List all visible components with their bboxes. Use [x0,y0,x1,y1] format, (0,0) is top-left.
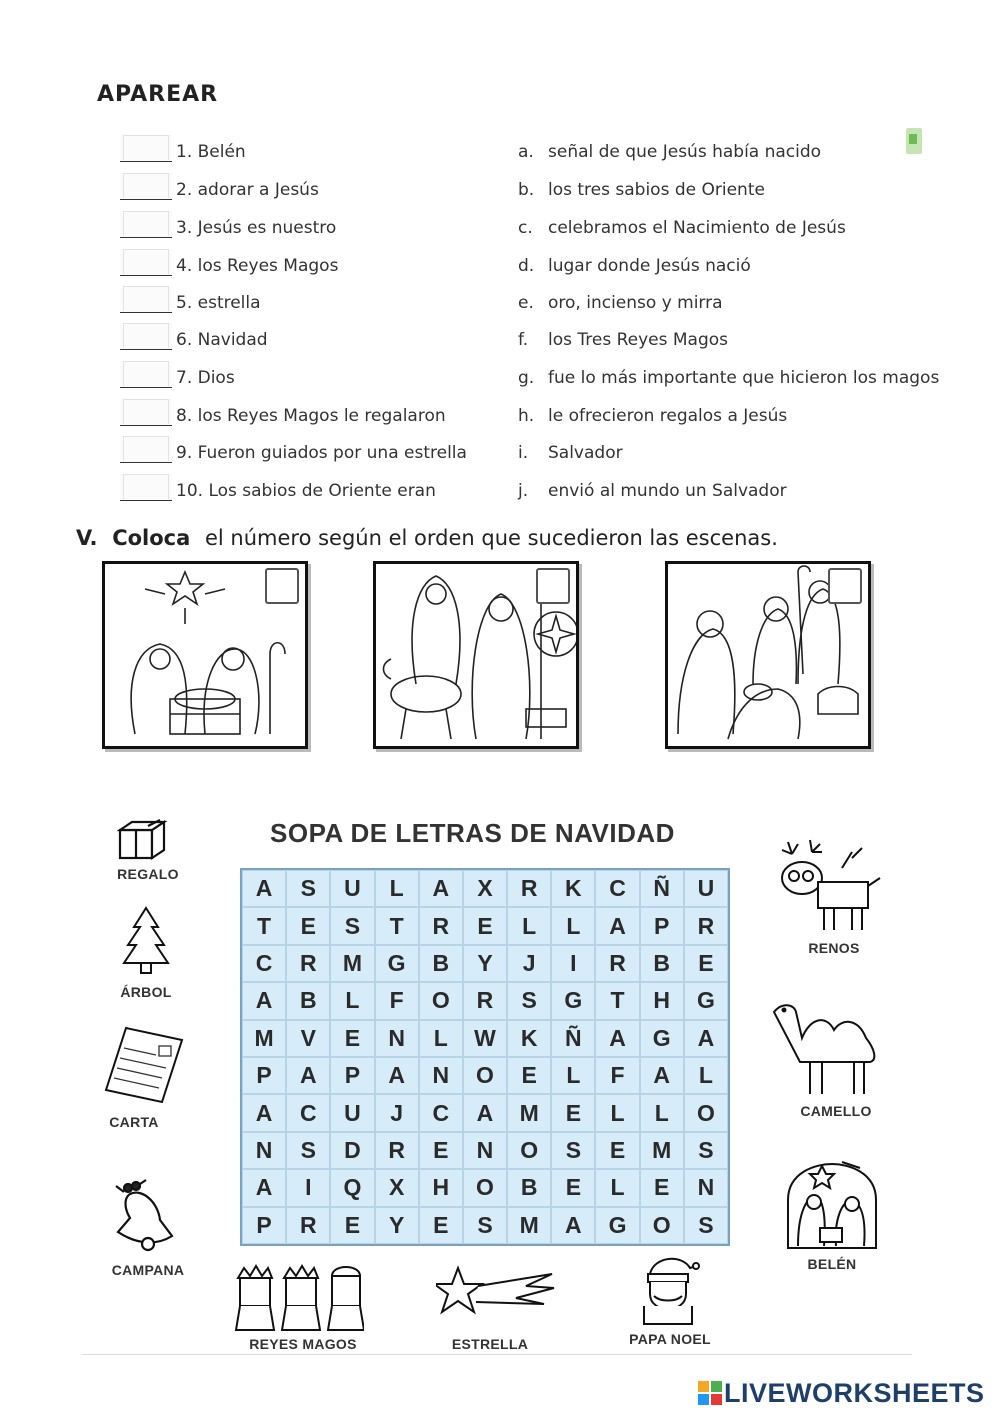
word-search-cell[interactable]: P [330,1057,374,1094]
match-left-item [120,322,268,350]
word-search-cell[interactable]: Ñ [640,870,684,907]
match-right-text: celebramos el Nacimiento de Jesús [548,218,846,238]
word-search-cell[interactable]: M [507,1094,551,1131]
match-right-text: señal de que Jesús había nacido [548,142,822,162]
match-left-item [120,172,319,200]
word-search-cell[interactable]: E [330,1020,374,1057]
match-left-item [120,435,467,463]
match-left-item [120,398,446,426]
match-right-letter: c. [518,218,533,238]
word-search-cell[interactable]: G [375,945,419,982]
word-search-cell[interactable]: F [375,982,419,1019]
match-right-letter: d. [518,256,535,276]
word-search-cell[interactable]: O [419,982,463,1019]
word-search-cell[interactable]: Q [330,1169,374,1206]
word-search-cell[interactable]: R [463,982,507,1019]
word-search-cell[interactable]: A [595,1020,639,1057]
label-reyes-magos: REYES MAGOS [249,1336,357,1352]
match-left-text: 9. Fueron guiados por una estrella [176,443,467,463]
word-search-cell[interactable]: E [419,1132,463,1169]
match-left-text: 7. Dios [176,368,235,388]
word-search-cell[interactable]: G [595,1207,639,1244]
word-search-cell[interactable]: E [551,1094,595,1131]
answer-blank-input[interactable] [120,361,172,388]
scene-order-input[interactable] [265,568,299,604]
scene-nativity-image [102,561,308,749]
match-right-letter: i. [518,443,529,463]
answer-blank-input[interactable] [120,474,172,501]
word-search-cell[interactable]: R [419,907,463,944]
match-left-item [120,248,338,276]
word-search-cell[interactable]: X [463,870,507,907]
match-right-item [518,322,728,350]
word-search-cell[interactable]: Y [375,1207,419,1244]
match-right-letter: b. [518,180,535,200]
match-left-text: 1. Belén [176,142,246,162]
word-search-cell[interactable]: N [375,1020,419,1057]
word-search-cell[interactable]: L [375,870,419,907]
match-right-item [518,473,787,501]
answer-blank-input[interactable] [120,135,172,162]
answer-blank-input[interactable] [120,249,172,276]
word-search-cell[interactable]: C [286,1094,330,1131]
scene-journey-image [373,561,579,749]
word-search-cell[interactable]: X [375,1169,419,1206]
word-search-cell[interactable]: N [463,1132,507,1169]
match-right-text: Salvador [548,443,623,463]
santa-icon [640,1254,700,1326]
match-left-text: 3. Jesús es nuestro [176,218,337,238]
scene-order-input[interactable] [536,568,570,604]
word-search-cell[interactable]: S [330,907,374,944]
shooting-star-icon [436,1264,556,1324]
answer-blank-input[interactable] [120,173,172,200]
label-arbol: ÁRBOL [120,984,172,1000]
word-search-cell[interactable]: A [595,907,639,944]
match-right-letter: e. [518,293,534,313]
label-campana: CAMPANA [111,1262,185,1278]
word-search-cell[interactable]: M [640,1132,684,1169]
word-search-title: SOPA DE LETRAS DE NAVIDAD [270,818,675,848]
label-papa-noel: PAPA NOEL [629,1331,711,1347]
word-search-cell[interactable]: P [640,907,684,944]
word-search-cell[interactable]: O [684,1094,728,1131]
word-search-cell[interactable]: A [640,1057,684,1094]
liveworksheets-logo-icon [698,1381,722,1405]
footer-divider [82,1354,912,1355]
match-right-item [518,285,723,313]
word-search-cell[interactable]: B [507,1169,551,1206]
green-decoration [906,128,922,154]
word-search-cell[interactable]: S [507,982,551,1019]
word-search-cell[interactable]: P [242,1057,286,1094]
match-right-item [518,172,765,200]
word-search-cell[interactable]: I [286,1169,330,1206]
word-search-cell[interactable]: L [419,1020,463,1057]
word-search-cell[interactable]: P [242,1207,286,1244]
answer-blank-input[interactable] [120,286,172,313]
match-left-item [120,134,246,162]
match-left-item [120,285,261,313]
word-search-cell[interactable]: B [419,945,463,982]
section-v-instruction [76,526,778,550]
match-right-text: envió al mundo un Salvador [548,481,787,501]
match-right-letter: j. [518,481,529,501]
match-right-item [518,360,939,388]
word-search-cell[interactable]: R [375,1132,419,1169]
word-search-cell[interactable]: H [419,1169,463,1206]
match-right-letter: f. [518,330,529,350]
word-search-cell[interactable]: R [286,1207,330,1244]
word-search-cell[interactable]: N [419,1057,463,1094]
word-search-cell[interactable]: S [286,870,330,907]
instruction-text: el número según el orden que sucedieron las escenas. [205,526,778,550]
match-left-text: 5. estrella [176,293,261,313]
word-search-cell[interactable]: O [463,1057,507,1094]
word-search-cell[interactable]: S [551,1132,595,1169]
match-right-text: lugar donde Jesús nació [548,256,751,276]
tree-icon [120,905,172,977]
word-search-cell[interactable]: F [595,1057,639,1094]
word-search-cell[interactable]: L [551,1057,595,1094]
match-right-letter: a. [518,142,534,162]
word-search-cell[interactable]: L [595,1094,639,1131]
match-right-letter: h. [518,406,535,426]
camel-icon [770,998,882,1098]
word-search-cell[interactable]: E [551,1169,595,1206]
word-search-cell[interactable]: B [640,945,684,982]
word-search-cell[interactable]: A [463,1094,507,1131]
word-search-cell[interactable]: T [375,907,419,944]
label-renos: RENOS [808,940,860,956]
word-search-cell[interactable]: R [507,870,551,907]
word-search-cell[interactable]: A [242,982,286,1019]
label-carta: CARTA [109,1114,159,1130]
match-right-text: los Tres Reyes Magos [548,330,729,350]
word-search-cell[interactable]: N [242,1132,286,1169]
word-search-cell[interactable]: E [330,1207,374,1244]
word-search-cell[interactable]: A [375,1057,419,1094]
scene-order-input[interactable] [828,568,862,604]
answer-blank-input[interactable] [120,323,172,350]
section-numeral: V. [76,526,98,550]
scene-kings-image [665,561,871,749]
label-camello: CAMELLO [800,1103,872,1119]
label-regalo: REGALO [117,866,179,882]
reindeer-icon [772,838,884,938]
answer-blank-input[interactable] [120,211,172,238]
match-left-text: 2. adorar a Jesús [176,180,319,200]
word-search-cell[interactable]: B [286,982,330,1019]
word-search-cell[interactable]: G [684,982,728,1019]
instruction-bold-word: Coloca [112,526,191,550]
word-search-cell[interactable]: U [330,1094,374,1131]
word-search-cell[interactable]: E [684,945,728,982]
word-search-cell[interactable]: K [507,1020,551,1057]
match-left-text: 6. Navidad [176,330,268,350]
word-search-cell[interactable]: E [507,1057,551,1094]
word-search-cell[interactable]: Y [463,945,507,982]
word-search-cell[interactable]: R [595,945,639,982]
word-search-cell[interactable]: A [419,870,463,907]
match-right-text: fue lo más importante que hicieron los magos [548,368,940,388]
word-search-cell[interactable]: R [684,907,728,944]
match-left-item [120,360,235,388]
match-right-item [518,210,846,238]
word-search-cell[interactable]: C [595,870,639,907]
word-search-cell[interactable]: W [463,1020,507,1057]
word-search-cell[interactable]: O [463,1169,507,1206]
word-search-cell[interactable]: O [640,1207,684,1244]
word-search-cell[interactable]: S [286,1132,330,1169]
gift-icon [116,816,168,862]
word-search-cell[interactable]: C [242,945,286,982]
match-right-text: le ofrecieron regalos a Jesús [548,406,788,426]
match-right-item [518,134,821,162]
word-search-cell[interactable]: M [330,945,374,982]
word-search-cell[interactable]: J [375,1094,419,1131]
match-left-text: 10. Los sabios de Oriente eran [176,481,436,501]
word-search-cell[interactable]: R [286,945,330,982]
match-right-item [518,398,787,426]
word-search-cell[interactable]: L [551,907,595,944]
word-search-cell[interactable]: A [242,1169,286,1206]
match-left-text: 8. los Reyes Magos le regalaron [176,406,446,426]
word-search-cell[interactable]: D [330,1132,374,1169]
word-search-cell[interactable]: V [286,1020,330,1057]
word-search-cell[interactable]: L [507,907,551,944]
label-belen: BELÉN [807,1256,857,1272]
word-search-cell[interactable]: C [419,1094,463,1131]
label-estrella: ESTRELLA [451,1336,529,1352]
match-right-letter: g. [518,368,535,388]
word-search-cell[interactable]: N [684,1169,728,1206]
word-search-cell[interactable]: L [640,1094,684,1131]
word-search-grid[interactable] [240,868,730,1246]
match-left-item [120,210,336,238]
word-search-cell[interactable]: M [242,1020,286,1057]
word-search-cell[interactable]: Ñ [551,1020,595,1057]
word-search-cell[interactable]: E [286,907,330,944]
word-search-cell[interactable]: L [595,1169,639,1206]
bell-icon [106,1178,186,1256]
word-search-cell[interactable]: E [640,1169,684,1206]
match-right-text: los tres sabios de Oriente [548,180,765,200]
word-search-cell[interactable]: E [419,1207,463,1244]
word-search-cell[interactable]: A [286,1057,330,1094]
word-search-cell[interactable]: S [684,1207,728,1244]
answer-blank-input[interactable] [120,436,172,463]
word-search-cell[interactable]: G [551,982,595,1019]
word-search-cell[interactable]: J [507,945,551,982]
letter-icon [104,1026,184,1104]
match-right-text: oro, incienso y mirra [548,293,723,313]
word-search-cell[interactable]: M [507,1207,551,1244]
match-left-text: 4. los Reyes Magos [176,256,339,276]
word-search-cell[interactable]: I [551,945,595,982]
word-search-cell[interactable]: U [330,870,374,907]
word-search-cell[interactable]: L [684,1057,728,1094]
word-search-cell[interactable]: A [684,1020,728,1057]
word-search-cell[interactable]: S [684,1132,728,1169]
brand-name[interactable]: LIVEWORKSHEETS [724,1378,985,1408]
word-search-cell[interactable]: U [684,870,728,907]
answer-blank-input[interactable] [120,399,172,426]
word-search-cell[interactable]: H [640,982,684,1019]
word-search-cell[interactable]: T [595,982,639,1019]
word-search-cell[interactable]: K [551,870,595,907]
aparear-title: APAREAR [97,82,219,107]
word-search-cell[interactable]: S [463,1207,507,1244]
word-search-cell[interactable]: G [640,1020,684,1057]
word-search-cell[interactable]: E [595,1132,639,1169]
match-right-item [518,435,623,463]
word-search-cell[interactable]: E [463,907,507,944]
word-search-cell[interactable]: L [330,982,374,1019]
three-kings-icon [234,1260,364,1332]
word-search-cell[interactable]: A [242,870,286,907]
word-search-cell[interactable]: A [551,1207,595,1244]
word-search-cell[interactable]: A [242,1094,286,1131]
match-right-item [518,248,751,276]
match-left-item [120,473,436,501]
word-search-cell[interactable]: O [507,1132,551,1169]
word-search-cell[interactable]: T [242,907,286,944]
bethlehem-icon [782,1160,882,1250]
